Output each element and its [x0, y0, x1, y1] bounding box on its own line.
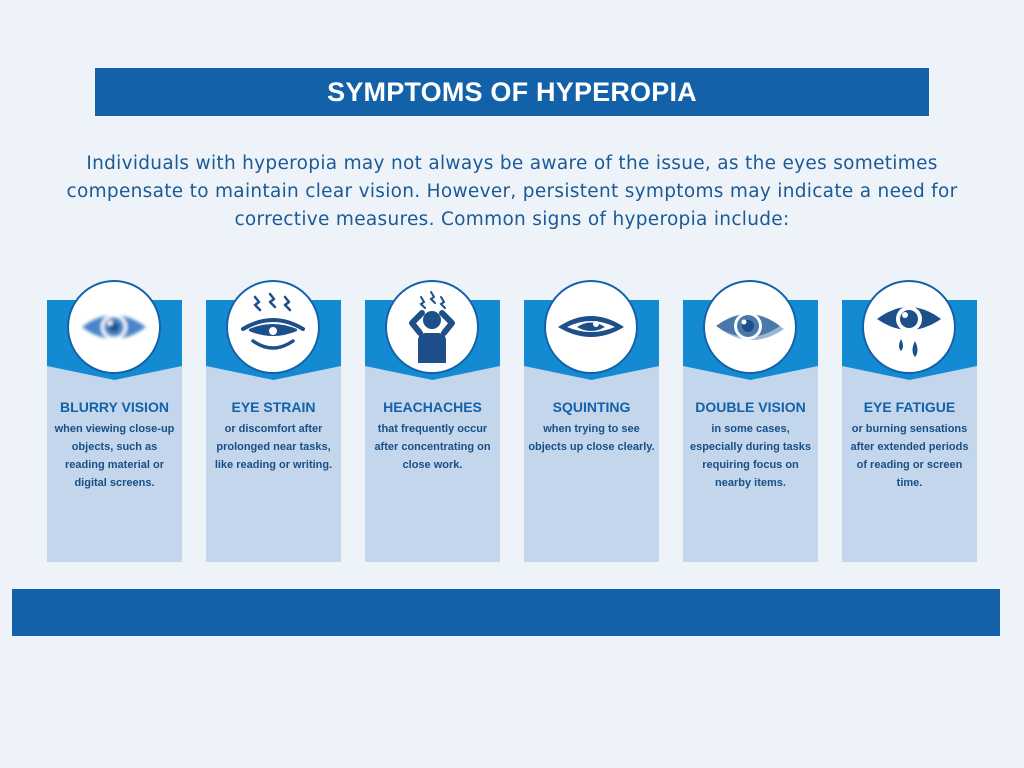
symptom-card-squinting: [524, 300, 659, 562]
symptom-card-eye-fatigue: [842, 300, 977, 562]
symptom-label: DOUBLE VISION: [695, 399, 806, 415]
icon-circle: [385, 280, 479, 374]
blurry-eye-icon: [76, 289, 152, 365]
symptom-card-headaches: [365, 300, 500, 562]
strained-eye-icon: [235, 289, 311, 365]
symptom-description: or burning sensations after extended periods of reading or screen time.: [850, 423, 969, 489]
symptom-description: when trying to see objects up close clearly.: [528, 423, 655, 453]
footer-bar: [12, 589, 1000, 636]
symptom-description: that frequently occur after concentrating on close work.: [374, 423, 491, 471]
icon-circle: [67, 280, 161, 374]
icon-circle: [703, 280, 797, 374]
symptom-card-double-vision: [683, 300, 818, 562]
symptom-label: BLURRY VISION: [60, 399, 169, 415]
symptom-card-eye-strain: [206, 300, 341, 562]
teary-eye-icon: [871, 289, 947, 365]
title-banner: [95, 68, 929, 116]
symptom-label: SQUINTING: [552, 399, 631, 415]
headache-person-icon: [394, 289, 470, 365]
symptom-label: HEACHACHES: [383, 399, 482, 415]
symptom-label: EYE FATIGUE: [863, 399, 956, 415]
symptom-description: in some cases, especially during tasks requiring focus on nearby items.: [689, 423, 812, 489]
icon-circle: [862, 280, 956, 374]
symptom-card-blurry-vision: [47, 300, 182, 562]
symptom-label: EYE STRAIN: [231, 399, 316, 415]
intro-text: Individuals with hyperopia may not always be aware of the issue, as the eyes sometimes compensate to maintain clear vision. However, persistent symptoms may indicate a need for corrective measures. Common signs of hyperopia include:: [66, 153, 958, 230]
icon-circle: [544, 280, 638, 374]
symptom-description: when viewing close-up objects, such as reading material or digital screens.: [54, 423, 175, 489]
double-eye-icon: [712, 289, 788, 365]
squinting-eye-icon: [553, 289, 629, 365]
page-title: SYMPTOMS OF HYPEROPIA: [327, 76, 697, 107]
symptom-description: or discomfort after prolonged near tasks, like reading or writing.: [214, 423, 333, 471]
icon-circle: [226, 280, 320, 374]
